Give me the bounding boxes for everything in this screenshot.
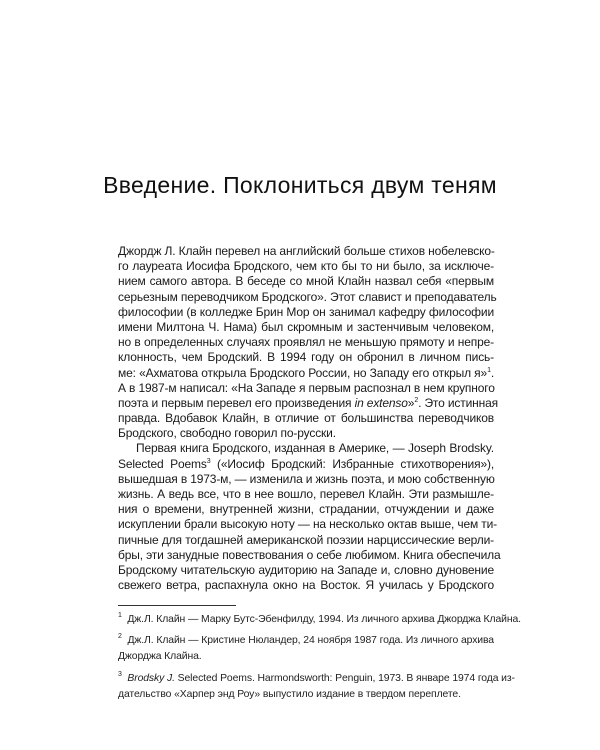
italic-author: Brodsky J. (127, 673, 175, 684)
text: поэта и первым перевел его произведения (118, 395, 355, 410)
text-line: А в 1987-м написал: «На Западе я первым распознал в нем крупного (118, 380, 495, 395)
chapter-title: Введение. Поклониться двум теням (103, 172, 497, 198)
text-line: пичные для тогдашней американской поэзии нарциссические верли- (118, 532, 494, 547)
footnote-ref-1[interactable]: 1 (487, 366, 491, 374)
text-line: искуплении брали высокую ноту — на несколько октав выше, чем ти- (118, 517, 498, 532)
text: Дж.Л. Клайн — Кристине Нюландер, 24 ноября 1987 года. Из личного архива (127, 635, 494, 646)
footnote-line: дательство «Харпер энд Роу» выпустило издание в твердом переплете. (118, 689, 461, 700)
footnote-number: 1 (118, 612, 122, 619)
text: Дж.Л. Клайн — Марку Бутс-Эбенфилду, 1994. Из личного архива Джорджа Клайна. (127, 614, 521, 625)
footnote-divider (118, 605, 236, 606)
text: . Это истинная (418, 395, 498, 410)
text-line: клонность, чем Бродский. В 1994 году он обронил в личном пись- (118, 350, 494, 365)
text-line (118, 395, 498, 411)
body-text (118, 244, 501, 593)
footnote-line (118, 671, 515, 687)
text-line: го лауреата Иосифа Бродского, чем кто бы то ни было, за исключе- (118, 259, 494, 274)
text-line: но в определенных случаях проявлял не меньшую прямоту и непре- (118, 335, 494, 350)
text-line: Джордж Л. Клайн перевел на английский больше стихов нобелевско- (118, 244, 495, 258)
footnote-number: 3 (118, 671, 122, 678)
footnote-ref-3[interactable]: 3 (206, 457, 211, 465)
text-line: серьезным переводчиком Бродского». Этот славист и преподаватель (118, 289, 497, 304)
text: ме: «Ахматова открыла Бродского России, но Западу его открыл я» (118, 365, 488, 380)
footnote-ref-2[interactable]: 2 (414, 396, 419, 404)
text: » (407, 395, 415, 410)
text: Selected Poems (118, 456, 207, 471)
text-line: нием самого автора. В беседе со мной Клайн назвал себя «первым (118, 274, 494, 289)
footnote-3 (118, 671, 515, 703)
footnote-number: 2 (118, 633, 122, 640)
footnote-2 (118, 633, 494, 665)
italic-text: in extenso (354, 395, 408, 410)
footnote-1 (118, 612, 521, 628)
text: Selected Poems. Harmondsworth: Penguin, 1973. В январе 1974 года из- (174, 673, 515, 684)
text-line: правда. Вдобавок Клайн, в отличие от большинства переводчиков (118, 411, 494, 426)
footnote-line (118, 612, 521, 628)
text-line: философии (в колледже Брин Мор он занимал кафедру философии (118, 304, 494, 319)
text: . (490, 365, 494, 380)
text-line: имени Милтона Ч. Нама) был скромным и застенчивым человеком, (118, 319, 494, 334)
footnote-line: Джорджа Клайна. (118, 651, 202, 662)
text-line: вышедшая в 1973-м, — изменила и жизнь поэта, и мою собственную (118, 471, 495, 486)
text-line: Бродского, свободно говорил по-русски. (118, 426, 336, 441)
footnote-line (118, 633, 494, 649)
text-line (118, 366, 494, 381)
text-line: жизнь. А ведь все, что в нее вошло, перевел Клайн. Эти размышле- (118, 487, 494, 501)
text-line (118, 457, 494, 472)
text-line: Первая книга Бродского, изданная в Америке, — Joseph Brodsky. (136, 441, 494, 456)
text-line: Бродскому читательскую аудиторию на Западе и, словно дуновение (118, 562, 494, 577)
text-line: свежего ветра, распахнула окно на Восток. Я училась у Бродского (118, 578, 494, 593)
text: («Иосиф Бродский: Избранные стихотворения»), (210, 456, 495, 471)
text-line: ния о времени, внутренней жизни, страдании, отчуждении и даже (118, 502, 494, 517)
text-line: бры, эти занудные повествования о себе любимом. Книга обеспечила (118, 547, 501, 562)
